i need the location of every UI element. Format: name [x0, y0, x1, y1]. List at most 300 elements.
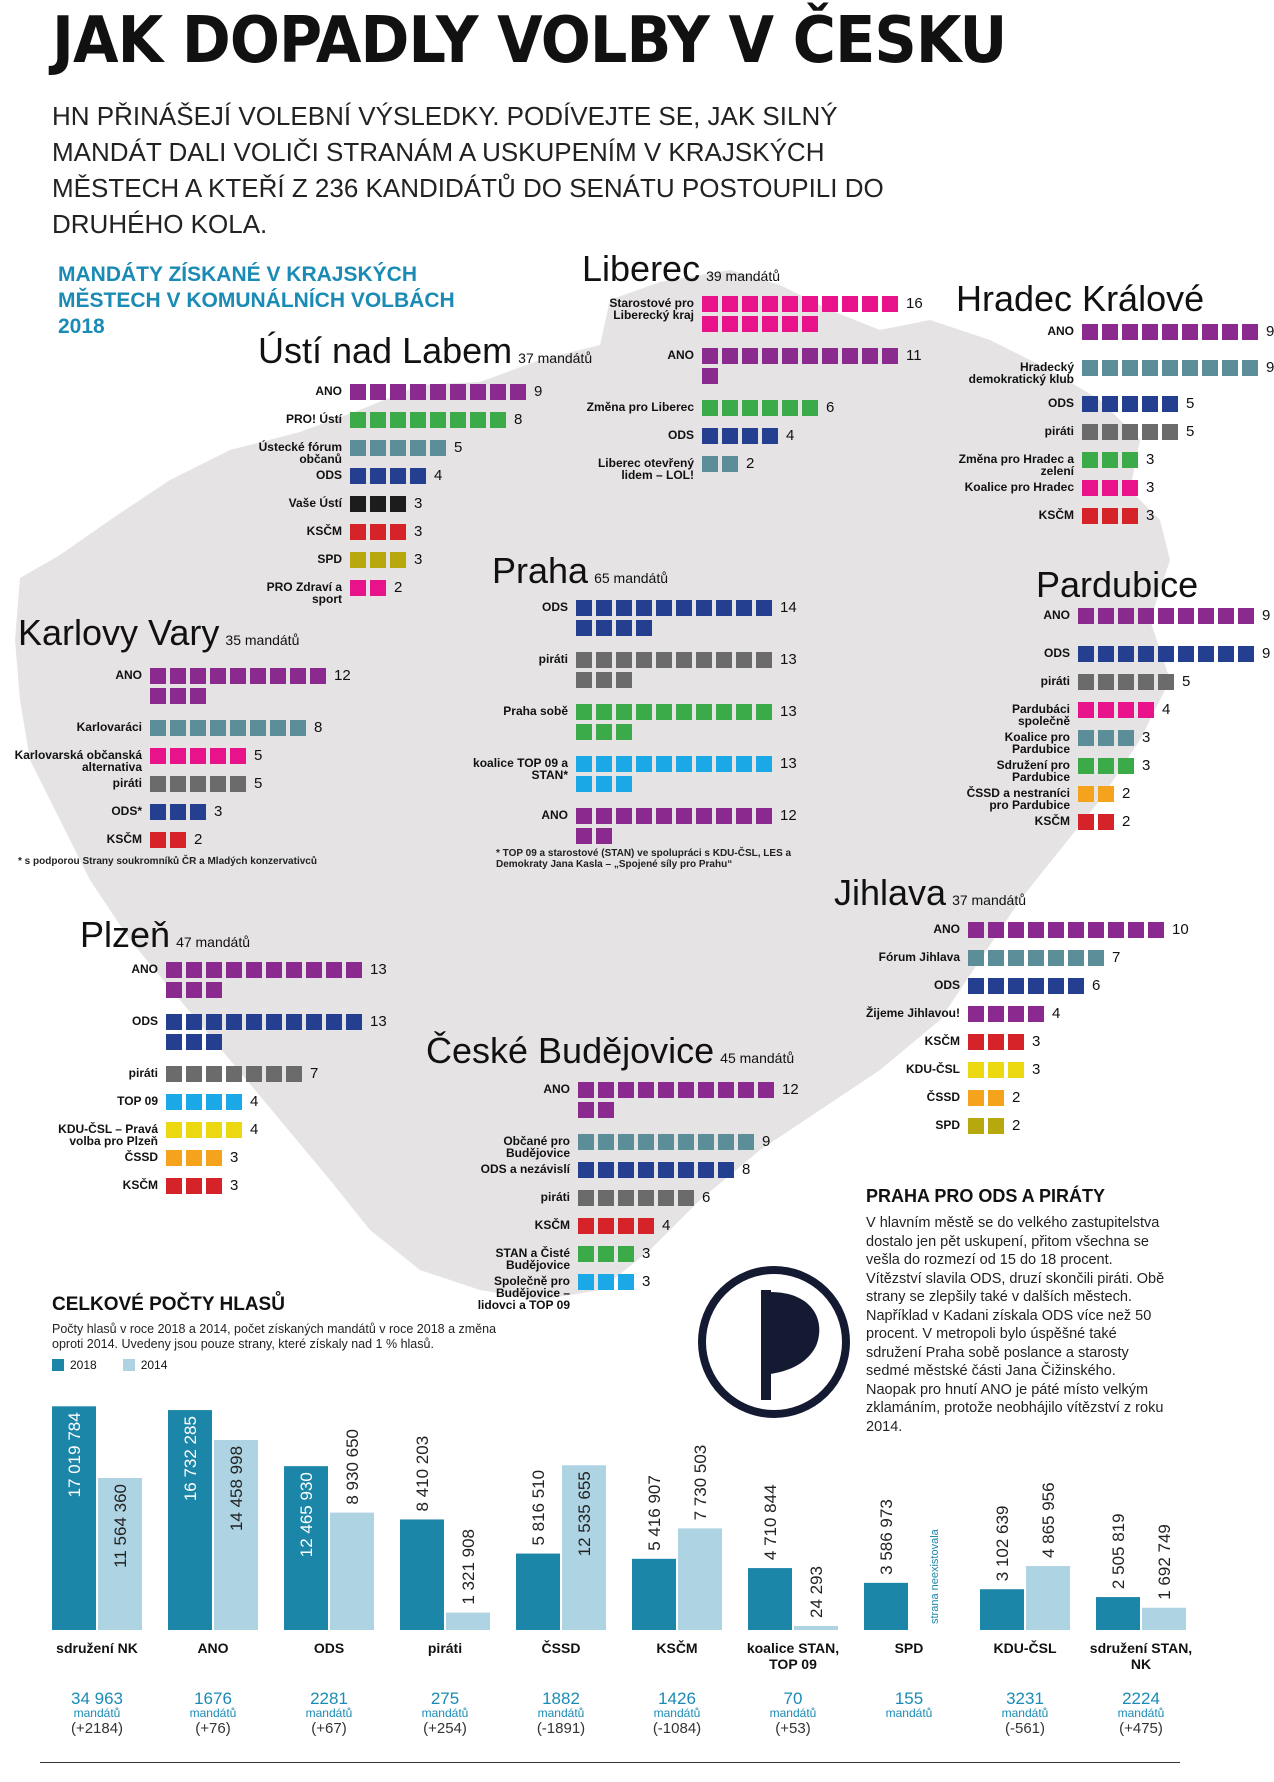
bar-value-label: 16 732 285: [181, 1416, 200, 1502]
party-label: ODS: [933, 978, 960, 992]
bottom-divider: [40, 1762, 1180, 1763]
seat-square: [596, 776, 612, 792]
seat-square: [246, 1014, 262, 1030]
party-seat-count: 9: [1262, 607, 1271, 624]
seat-square: [190, 688, 206, 704]
seat-square: [190, 776, 206, 792]
seat-square: [678, 1134, 694, 1150]
seat-square: [596, 756, 612, 772]
seat-square: [230, 668, 246, 684]
seat-square: [306, 1014, 322, 1030]
seat-square: [1138, 646, 1154, 662]
seat-square: [1088, 950, 1104, 966]
party-seat-count: 12: [780, 807, 797, 824]
seat-square: [762, 348, 778, 364]
party-label: ODS: [541, 600, 568, 614]
seat-square: [1138, 674, 1154, 690]
seat-square: [370, 440, 386, 456]
seat-square: [1008, 978, 1024, 994]
mandates-change: (-1891): [536, 1720, 586, 1737]
praha-box-text: V hlavním městě se do velkého zastupitelstva dostalo jen pět uskupení, přitom všechna se vešla do rozmezí od 15 do 18 procent. Vítězství slavila ODS, druzí skončili piráti. Obě strany se zlepšily také v dalších městech. Například v Kadani získala ODS více než 50 procent. V metropoli bylo úspěšné také sdružení Praha sobě poslance a starosty sedmé městské části Jana Čižinského. Naopak pro hnutí ANO je páté místo velkým zklamáním, protože neobhájilo vítězství z roku 2014.: [866, 1215, 1165, 1435]
seat-square: [1158, 674, 1174, 690]
seat-square: [1102, 480, 1118, 496]
seat-square: [170, 748, 186, 764]
seat-square: [616, 672, 632, 688]
party-seat-count: 14: [780, 599, 797, 616]
seat-square: [578, 1162, 594, 1178]
bar-mandates: [506, 1690, 616, 1738]
party-label: ČSSD: [124, 1150, 158, 1164]
seat-square: [636, 620, 652, 636]
seat-square: [190, 748, 206, 764]
seat-square: [206, 982, 222, 998]
seat-square: [598, 1246, 614, 1262]
city-title-cb: [426, 1030, 794, 1072]
seat-square: [718, 1082, 734, 1098]
mandates-change: (+67): [311, 1720, 347, 1737]
seat-square: [696, 704, 712, 720]
seat-square: [190, 668, 206, 684]
mandates-label: mandátů: [189, 1706, 237, 1720]
seat-square: [698, 1162, 714, 1178]
seat-square: [1082, 452, 1098, 468]
seat-square: [656, 600, 672, 616]
party-seats-plzen-2: [166, 1066, 366, 1086]
seat-square: [186, 1122, 202, 1138]
city-seats: 39 mandátů: [706, 268, 781, 284]
party-seat-count: 7: [1112, 949, 1121, 966]
seat-square: [166, 1014, 182, 1030]
seat-square: [206, 1178, 222, 1194]
bar-value-label: 11 564 360: [111, 1484, 130, 1568]
seat-square: [1142, 360, 1158, 376]
party-seat-count: 2: [1122, 785, 1131, 802]
party-seat-count: 3: [414, 523, 423, 540]
seat-square: [350, 412, 366, 428]
seat-square: [1122, 452, 1138, 468]
seat-square: [576, 600, 592, 616]
bar-category-label: ČSSD: [541, 1640, 581, 1656]
seat-square: [370, 524, 386, 540]
mandates-value: 2224: [1122, 1689, 1160, 1708]
seat-square: [1238, 608, 1254, 624]
seat-square: [1028, 922, 1044, 938]
mandates-value: 155: [894, 1689, 924, 1708]
city-seats: 35 mandátů: [225, 632, 300, 648]
party-seats-hradec-5: [1082, 480, 1262, 500]
seat-square: [702, 456, 718, 472]
seat-square: [1162, 360, 1178, 376]
seat-square: [450, 384, 466, 400]
seat-square: [638, 1190, 654, 1206]
mandates-change: (+76): [195, 1720, 231, 1737]
seat-square: [578, 1218, 594, 1234]
vote-totals-chart: [0, 1380, 1190, 1640]
seat-square: [1202, 324, 1218, 340]
seat-square: [166, 982, 182, 998]
seat-square: [696, 808, 712, 824]
party-seats-pardubice-0: [1078, 608, 1258, 628]
seat-square: [1122, 324, 1138, 340]
seat-square: [636, 704, 652, 720]
seat-square: [1088, 922, 1104, 938]
chart-legend: [52, 1358, 167, 1372]
party-seats-cb-3: [578, 1190, 778, 1210]
seat-square: [742, 400, 758, 416]
seat-square: [618, 1274, 634, 1290]
seat-square: [230, 748, 246, 764]
party-seat-count: 2: [394, 579, 403, 596]
seat-square: [166, 1094, 182, 1110]
party-seat-count: 13: [370, 961, 387, 978]
party-seat-count: 5: [254, 747, 263, 764]
seat-square: [578, 1246, 594, 1262]
seat-square: [1048, 922, 1064, 938]
page-title: JAK DOPADLY VOLBY V ČESKU: [52, 4, 1007, 78]
bar-category-label: ANO: [197, 1640, 229, 1656]
seat-square: [1198, 646, 1214, 662]
seat-square: [150, 776, 166, 792]
bar-2014-6: [794, 1626, 838, 1630]
party-seats-pardubice-4: [1078, 730, 1258, 750]
party-seat-count: 5: [454, 439, 463, 456]
seat-square: [1102, 452, 1118, 468]
seat-square: [1098, 608, 1114, 624]
seat-square: [736, 600, 752, 616]
legend-swatch-2014: [123, 1359, 135, 1371]
bar-2014-9: [1142, 1608, 1186, 1630]
mandates-label: mandátů: [537, 1706, 585, 1720]
party-seats-kv-5: [150, 832, 330, 852]
bar-2014-3: [446, 1613, 490, 1630]
seat-square: [638, 1162, 654, 1178]
seat-square: [882, 348, 898, 364]
seat-square: [1198, 608, 1214, 624]
seat-square: [226, 1094, 242, 1110]
party-seat-count: 3: [642, 1245, 651, 1262]
seat-square: [1148, 922, 1164, 938]
party-seats-pardubice-7: [1078, 814, 1258, 834]
seat-square: [1008, 1034, 1024, 1050]
seat-square: [638, 1134, 654, 1150]
bar-value-label: strana neexistovala: [929, 1529, 941, 1624]
city-seats: 45 mandátů: [720, 1050, 795, 1066]
bar-mandates: [1086, 1690, 1196, 1738]
seat-square: [350, 580, 366, 596]
seat-square: [1098, 674, 1114, 690]
seat-square: [1102, 424, 1118, 440]
seat-square: [596, 808, 612, 824]
party-seats-pardubice-6: [1078, 786, 1258, 806]
seat-square: [210, 748, 226, 764]
seat-square: [1122, 360, 1138, 376]
bar-mandates: [42, 1690, 152, 1738]
seat-square: [1068, 978, 1084, 994]
seat-square: [742, 316, 758, 332]
mandates-value: 3231: [1006, 1689, 1044, 1708]
seat-square: [968, 1118, 984, 1134]
bar-2014-2: [330, 1513, 374, 1630]
party-label: Pardubáci společně: [1011, 702, 1070, 728]
seat-square: [150, 748, 166, 764]
seat-square: [1028, 950, 1044, 966]
seat-square: [616, 724, 632, 740]
seat-square: [988, 1006, 1004, 1022]
party-seats-usti-0: [350, 384, 530, 404]
seat-square: [598, 1134, 614, 1150]
seat-square: [716, 756, 732, 772]
bar-2018-3: [400, 1519, 444, 1630]
seat-square: [246, 962, 262, 978]
seat-square: [1138, 608, 1154, 624]
seat-square: [716, 652, 732, 668]
city-title-jihlava: [834, 872, 1026, 914]
party-seat-count: 3: [414, 495, 423, 512]
bar-category-label: SPD: [894, 1640, 924, 1656]
party-seats-cb-0: [578, 1082, 778, 1122]
party-seats-plzen-5: [166, 1150, 366, 1170]
seat-square: [968, 978, 984, 994]
seat-square: [616, 600, 632, 616]
seat-square: [166, 1066, 182, 1082]
party-label: Liberec otevřený lidem – LOL!: [597, 456, 694, 482]
party-seat-count: 4: [662, 1217, 671, 1234]
seat-square: [576, 724, 592, 740]
seat-square: [1118, 646, 1134, 662]
seat-square: [968, 1006, 984, 1022]
seat-square: [862, 296, 878, 312]
seat-square: [430, 384, 446, 400]
seat-square: [470, 412, 486, 428]
city-footnote-praha: * TOP 09 a starostové (STAN) ve spolupráci s KDU-ČSL, LES a Demokraty Jana Kasla – „Spojené síly pro Prahu“: [496, 848, 792, 870]
seat-square: [346, 1014, 362, 1030]
party-seat-count: 3: [230, 1177, 239, 1194]
legend-label-2014: 2014: [140, 1358, 168, 1372]
party-seats-usti-4: [350, 496, 530, 516]
bar-2018-4: [516, 1554, 560, 1630]
bar-category-label: KSČM: [656, 1640, 698, 1656]
party-seats-plzen-0: [166, 962, 366, 1002]
seat-square: [678, 1082, 694, 1098]
seat-square: [166, 1150, 182, 1166]
seat-square: [782, 296, 798, 312]
seat-square: [1078, 814, 1094, 830]
city-title-hradec: [956, 278, 1204, 320]
party-label: SPD: [935, 1118, 960, 1132]
seat-square: [762, 316, 778, 332]
seat-square: [206, 1014, 222, 1030]
seat-square: [450, 412, 466, 428]
seat-square: [350, 552, 366, 568]
party-seats-pardubice-2: [1078, 674, 1258, 694]
seat-square: [656, 652, 672, 668]
mandates-label: mandátů: [1117, 1706, 1165, 1720]
seat-square: [658, 1162, 674, 1178]
seat-square: [1082, 424, 1098, 440]
seat-square: [390, 468, 406, 484]
seat-square: [968, 1090, 984, 1106]
mandates-label: mandátů: [1001, 1706, 1049, 1720]
seat-square: [758, 1082, 774, 1098]
seat-square: [598, 1274, 614, 1290]
seat-square: [170, 668, 186, 684]
party-label: KDU-ČSL – Pravá volba pro Plzeň: [58, 1122, 158, 1148]
party-seat-count: 9: [1266, 359, 1274, 376]
seat-square: [1098, 646, 1114, 662]
seat-square: [186, 1066, 202, 1082]
party-seats-cb-4: [578, 1218, 778, 1238]
seat-square: [782, 400, 798, 416]
party-label: piráti: [112, 776, 142, 790]
party-label: TOP 09: [117, 1094, 158, 1108]
party-seat-count: 2: [194, 831, 203, 848]
seat-square: [1008, 950, 1024, 966]
city-title-pardubice: [1036, 564, 1198, 606]
seat-square: [988, 950, 1004, 966]
seat-square: [150, 804, 166, 820]
seat-square: [350, 496, 366, 512]
party-seat-count: 11: [906, 347, 922, 364]
party-label: ANO: [115, 668, 142, 682]
bar-value-label: 8 410 203: [413, 1435, 432, 1512]
seat-square: [968, 950, 984, 966]
seat-square: [150, 832, 166, 848]
seat-square: [638, 1218, 654, 1234]
party-seats-jihlava-2: [968, 978, 1168, 998]
party-seat-count: 12: [782, 1081, 799, 1098]
seat-square: [1218, 608, 1234, 624]
seat-square: [1028, 1006, 1044, 1022]
bar-value-label: 1 692 749: [1155, 1524, 1174, 1600]
seat-square: [596, 724, 612, 740]
party-seat-count: 4: [786, 427, 795, 444]
seat-square: [1122, 424, 1138, 440]
seat-square: [370, 580, 386, 596]
seat-square: [676, 652, 692, 668]
bar-category-label: koalice STAN, TOP 09: [746, 1640, 840, 1672]
seat-square: [230, 776, 246, 792]
party-seat-count: 3: [1032, 1061, 1041, 1078]
party-seat-count: 10: [1172, 921, 1189, 938]
seat-square: [1238, 646, 1254, 662]
seat-square: [616, 776, 632, 792]
seat-square: [270, 720, 286, 736]
seat-square: [618, 1218, 634, 1234]
seat-square: [596, 600, 612, 616]
seat-square: [616, 704, 632, 720]
party-label: PRO! Ústí: [285, 412, 342, 426]
party-label: Hradecký demokratický klub: [968, 360, 1074, 386]
city-seats: 65 mandátů: [594, 570, 669, 586]
party-label: KDU-ČSL: [906, 1062, 960, 1076]
seat-square: [802, 348, 818, 364]
seat-square: [1202, 360, 1218, 376]
party-seats-hradec-0: [1082, 324, 1262, 344]
seat-square: [1082, 480, 1098, 496]
seat-square: [618, 1162, 634, 1178]
party-label: ANO: [1043, 608, 1070, 622]
seat-square: [782, 316, 798, 332]
party-label: Koalice pro Pardubice: [1004, 730, 1070, 756]
seat-square: [150, 668, 166, 684]
totals-subtitle: Počty hlasů v roce 2018 a 2014, počet získaných mandátů v roce 2018 a změna oproti 2014. Uvedeny jsou pouze strany, které získaly nad 1 % hlasů.: [52, 1322, 497, 1351]
bar-value-label: 5 816 510: [529, 1469, 548, 1546]
seat-square: [326, 962, 342, 978]
bar-category-label: KDU-ČSL: [993, 1640, 1057, 1656]
seat-square: [150, 688, 166, 704]
party-seats-pardubice-1: [1078, 646, 1258, 666]
seat-square: [266, 1066, 282, 1082]
seat-square: [186, 982, 202, 998]
mandates-label: mandátů: [885, 1706, 933, 1720]
seat-square: [576, 672, 592, 688]
seat-square: [210, 668, 226, 684]
bar-value-label: 3 586 973: [877, 1499, 896, 1575]
seat-square: [716, 704, 732, 720]
party-label: Sdružení pro Pardubice: [996, 758, 1070, 784]
party-label: KSČM: [122, 1178, 158, 1192]
bar-value-label: 12 465 930: [297, 1472, 316, 1558]
bar-mandates: [390, 1690, 500, 1738]
seat-square: [1082, 360, 1098, 376]
seat-square: [1102, 508, 1118, 524]
party-label: Vaše Ústí: [288, 496, 342, 510]
city-name: Hradec Králové: [956, 278, 1205, 319]
party-label: ANO: [131, 962, 158, 976]
seat-square: [1068, 922, 1084, 938]
party-seat-count: 3: [1146, 507, 1155, 524]
seat-square: [722, 316, 738, 332]
seat-square: [736, 756, 752, 772]
seat-square: [430, 440, 446, 456]
party-seats-plzen-4: [166, 1122, 366, 1142]
seat-square: [702, 316, 718, 332]
party-seat-count: 4: [1052, 1005, 1061, 1022]
party-seat-count: 2: [746, 455, 755, 472]
party-seats-praha-3: [576, 756, 776, 796]
seat-square: [822, 348, 838, 364]
seat-square: [658, 1190, 674, 1206]
seat-square: [636, 600, 652, 616]
party-seats-hradec-1: [1082, 360, 1262, 380]
party-label: ANO: [541, 808, 568, 822]
seat-square: [656, 756, 672, 772]
seat-square: [410, 440, 426, 456]
seat-square: [350, 384, 366, 400]
seat-square: [1142, 396, 1158, 412]
seat-square: [390, 412, 406, 428]
seat-square: [1162, 396, 1178, 412]
party-label: Fórum Jihlava: [878, 950, 960, 964]
seat-square: [370, 412, 386, 428]
bar-value-label: 3 102 639: [993, 1505, 1012, 1582]
party-label: Změna pro Hradec a zelení: [958, 452, 1074, 478]
seat-square: [658, 1134, 674, 1150]
party-seat-count: 6: [826, 399, 835, 416]
seat-square: [1128, 922, 1144, 938]
party-seats-kv-1: [150, 720, 330, 740]
totals-title: CELKOVÉ POČTY HLASŮ: [52, 1294, 285, 1315]
party-seats-praha-2: [576, 704, 776, 744]
party-seats-kv-2: [150, 748, 330, 768]
seat-square: [1222, 360, 1238, 376]
seat-square: [390, 524, 406, 540]
party-label: piráti: [1040, 674, 1070, 688]
mandates-value: 1882: [542, 1689, 580, 1708]
praha-box-title: PRAHA PRO ODS A PIRÁTY: [866, 1186, 1106, 1206]
seat-square: [1102, 396, 1118, 412]
seat-square: [370, 468, 386, 484]
